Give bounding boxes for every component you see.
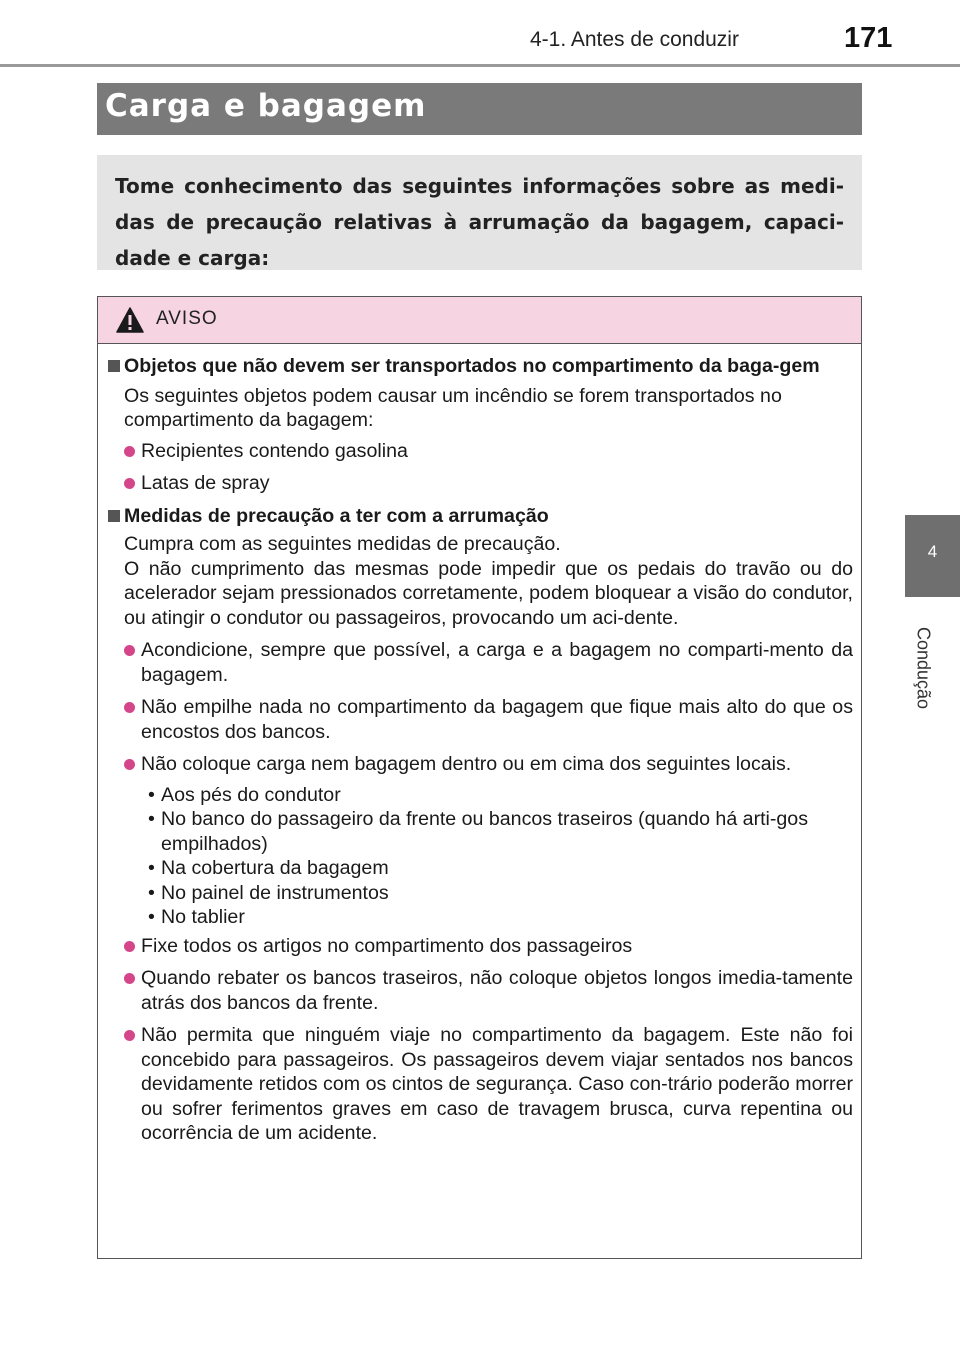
header-rule (0, 64, 960, 67)
list-item-text: Recipientes contendo gasolina (141, 439, 408, 462)
sub-list-item (108, 856, 853, 881)
page-title-bar (97, 83, 862, 135)
list-item (108, 439, 853, 464)
sub-list (108, 783, 853, 930)
header-section-title: 4-1. Antes de conduzir (530, 28, 739, 51)
square-bullet-icon (108, 360, 120, 372)
page-number: 171 (844, 22, 893, 54)
sub-list-item (108, 881, 853, 906)
circle-bullet-icon (124, 645, 135, 656)
sub-list-item (108, 783, 853, 808)
list-item-text: Latas de spray (141, 472, 270, 494)
warning-triangle-icon (116, 307, 144, 333)
section-heading (108, 504, 853, 529)
small-bullet-icon: • (148, 857, 155, 879)
list-item (108, 752, 853, 777)
sub-list-item-text: Aos pés do condutor (161, 783, 341, 806)
list-item (108, 695, 853, 744)
paragraph: Cumpra com as seguintes medidas de precaução. (124, 533, 561, 555)
section-heading (108, 354, 853, 379)
list-item (108, 638, 853, 687)
warning-header (98, 297, 861, 344)
circle-bullet-icon (124, 973, 135, 984)
circle-bullet-icon (124, 941, 135, 952)
small-bullet-icon: • (148, 783, 155, 806)
paragraph: Os seguintes objetos podem causar um incêndio se forem transportados no compartimento da bagagem: (124, 384, 782, 431)
circle-bullet-icon (124, 478, 135, 489)
square-bullet-icon (108, 510, 120, 522)
list-item (108, 1023, 853, 1146)
circle-bullet-icon (124, 759, 135, 770)
chapter-tab (905, 515, 960, 597)
warning-title: AVISO (156, 308, 218, 329)
list-item-text: Não permita que ninguém viaje no compartimento da bagagem. Este não foi concebido para passageiros. Os passageiros devem viajar sentados nos bancos devidamente retidos com os cintos de segurança. Caso con-trário poderão morrer ou sofrer ferimentos graves em caso de travagem brusca, curva repentina ou ocorrência de um acidente. (141, 1024, 853, 1144)
sub-list-item-text: No banco do passageiro da frente ou bancos traseiros (quando há arti-gos empilhados) (161, 808, 809, 855)
warning-box (97, 296, 862, 1259)
small-bullet-icon: • (148, 881, 155, 904)
list-item (108, 966, 853, 1015)
section-heading-text: Objetos que não devem ser transportados no compartimento da baga-gem (124, 355, 820, 377)
sub-list-item-text: No painel de instrumentos (161, 881, 389, 904)
list-item-text: Quando rebater os bancos traseiros, não coloque objetos longos imedia-tamente atrás dos bancos da frente. (141, 967, 853, 1014)
chapter-label-text: Condução (913, 626, 934, 710)
circle-bullet-icon (124, 1030, 135, 1041)
list-item-text: Não empilhe nada no compartimento da bagagem que fique mais alto do que os encostos dos bancos. (141, 696, 853, 743)
circle-bullet-icon (124, 702, 135, 713)
sub-list-item-text: No tablier (161, 906, 245, 928)
list-item (108, 471, 853, 496)
list-item-text: Fixe todos os artigos no compartimento dos passageiros (141, 934, 633, 957)
list-item-text: Não coloque carga nem bagagem dentro ou em cima dos seguintes locais. (141, 753, 792, 775)
section-heading-text: Medidas de precaução a ter com a arrumação (124, 504, 549, 527)
small-bullet-icon: • (148, 906, 155, 928)
warning-body (98, 344, 861, 1146)
intro-box (97, 155, 862, 270)
chapter-tab-label (911, 608, 935, 728)
circle-bullet-icon (124, 446, 135, 457)
small-bullet-icon: • (148, 808, 155, 830)
sub-list-item-text: Na cobertura da bagagem (161, 857, 389, 879)
sub-list-item (108, 905, 853, 930)
chapter-tab-number: 4 (927, 542, 938, 561)
paragraph: O não cumprimento das mesmas pode impedir que os pedais do travão ou do acelerador sejam pressionados corretamente, podem bloquear a visão do condutor, ou atingir o condutor ou passageiros, provocando um aci-dente. (124, 557, 853, 629)
list-item (108, 934, 853, 959)
sub-list-item (108, 807, 853, 856)
list-item-text: Acondicione, sempre que possível, a carga e a bagagem no comparti-mento da bagagem. (141, 639, 853, 686)
intro-text: Tome conhecimento das seguintes informações sobre as medi-das de precaução relativas à arrumação da bagagem, capaci-dade e carga: (115, 174, 844, 270)
page-title: Carga e bagagem (105, 88, 427, 124)
